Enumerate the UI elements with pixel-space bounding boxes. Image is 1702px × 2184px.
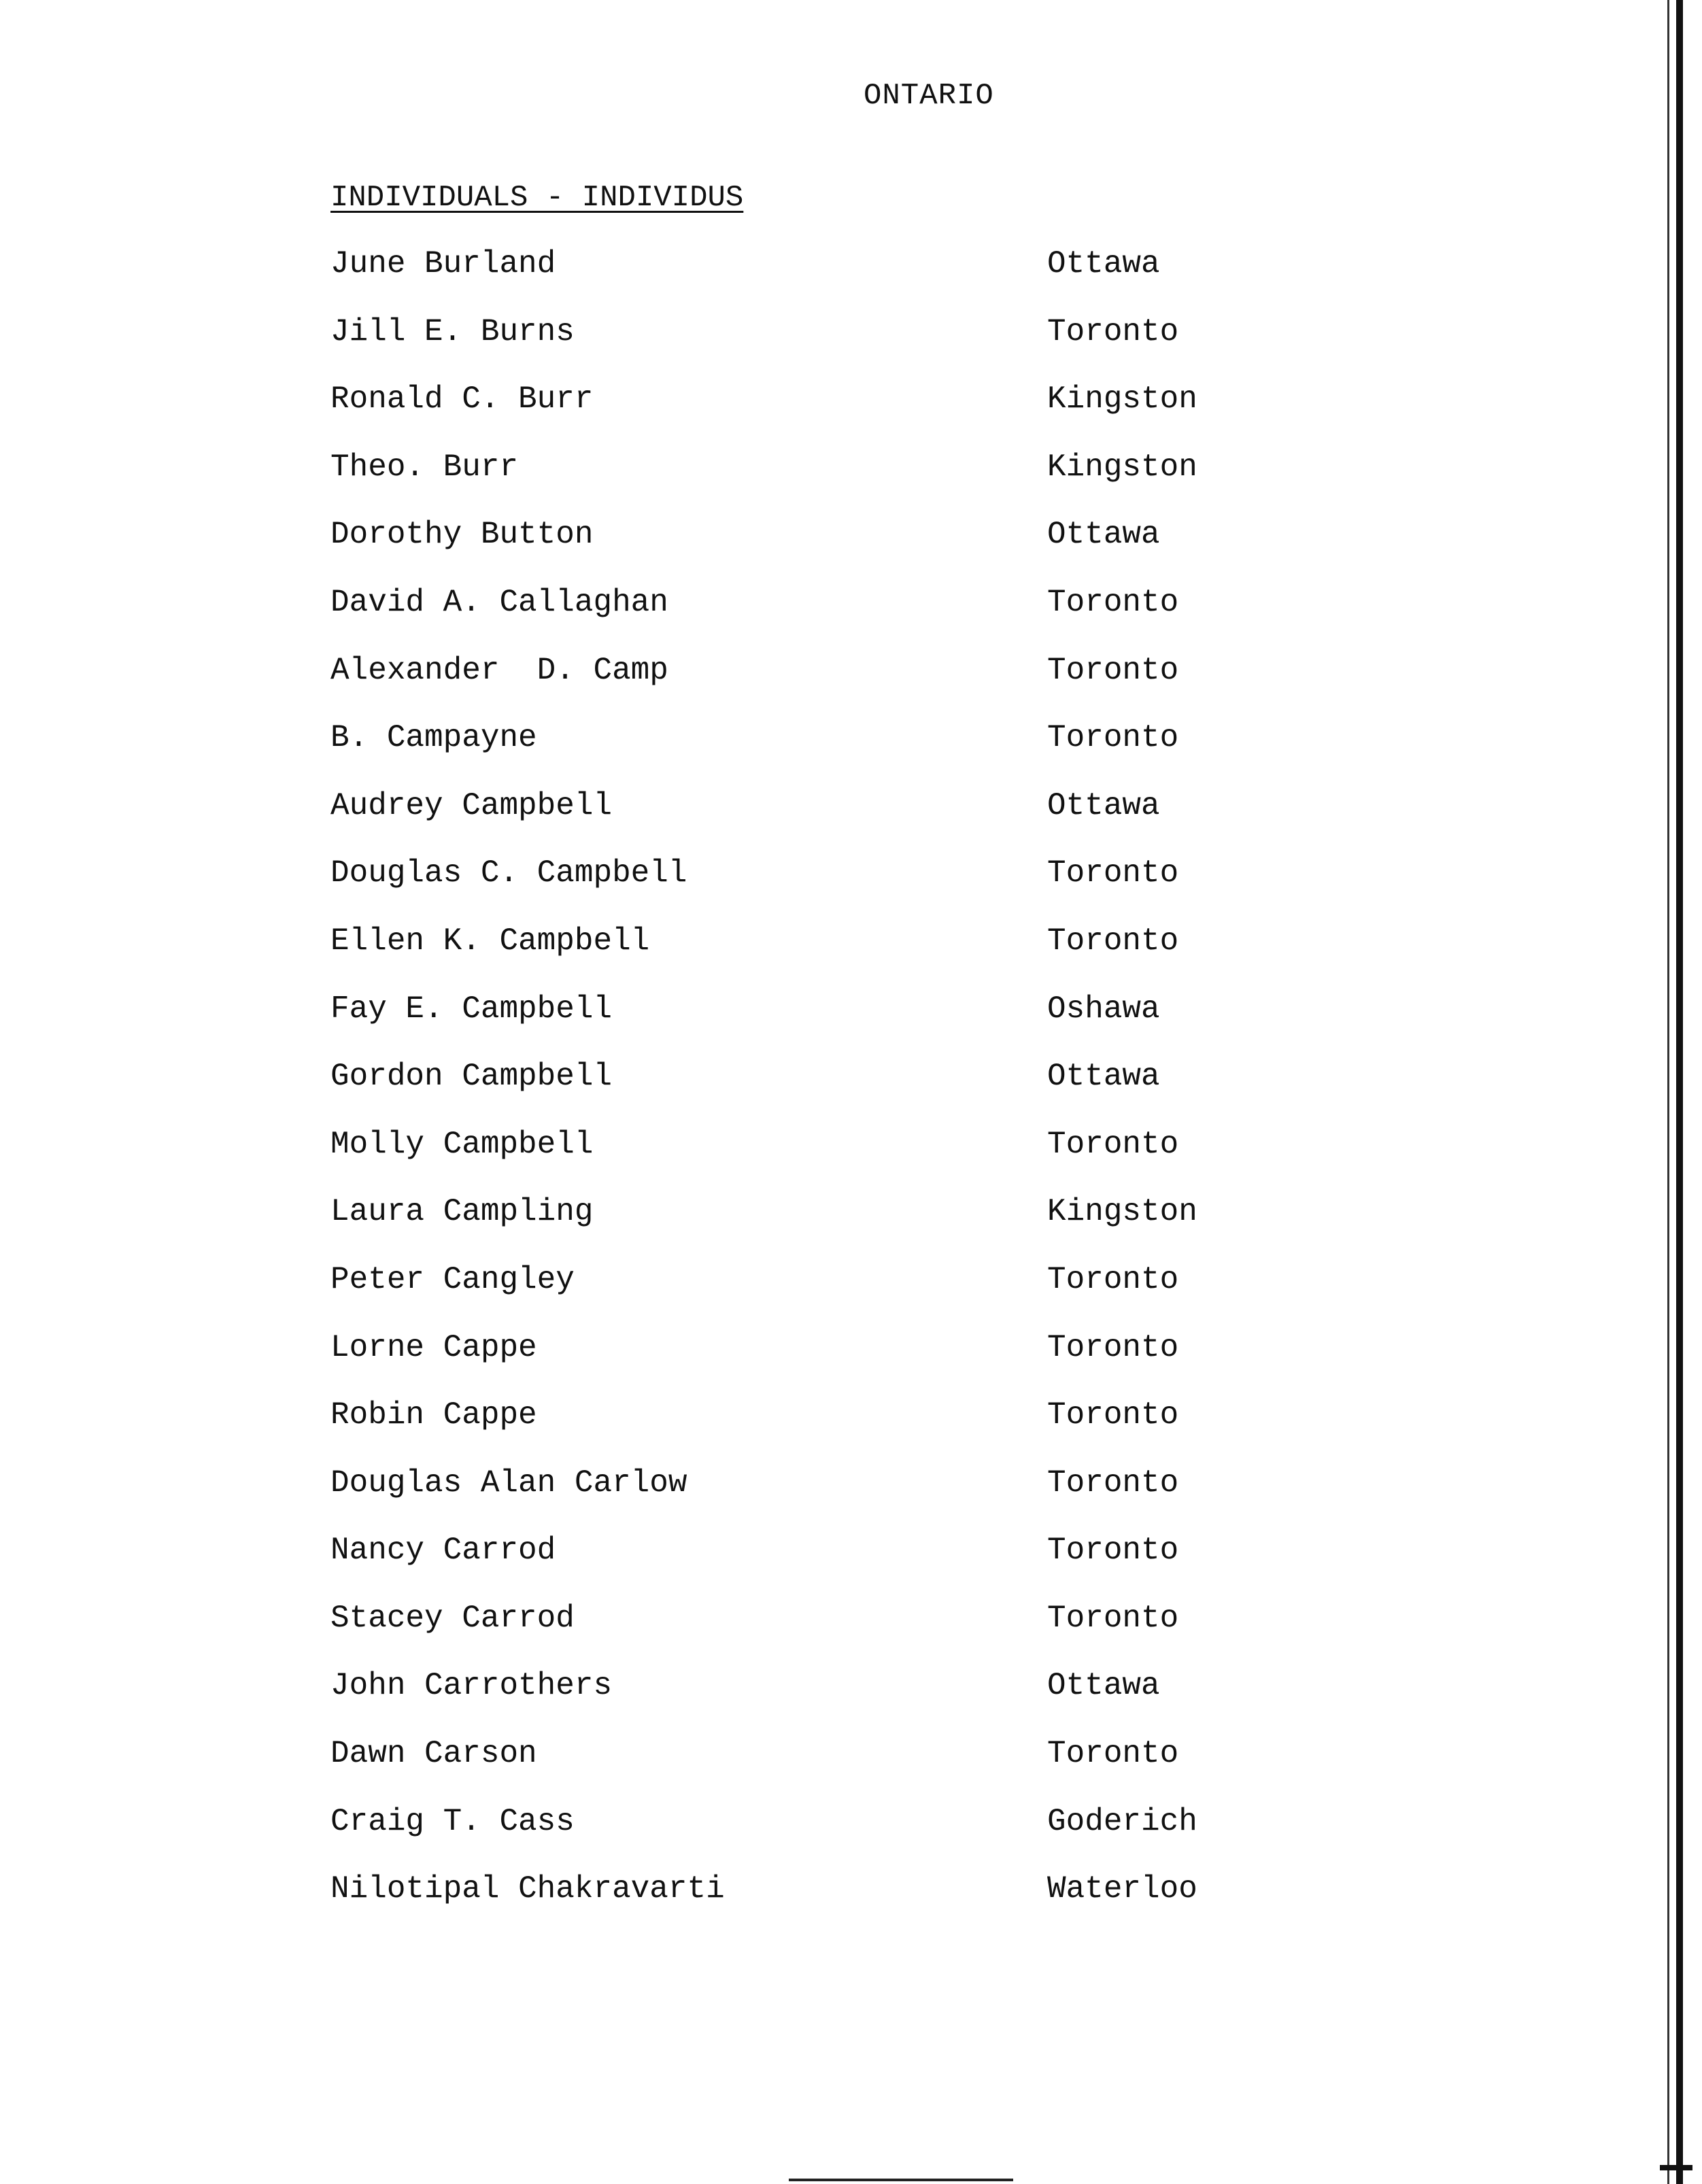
entry-city: Toronto <box>1047 855 1179 891</box>
page-title: ONTARIO <box>864 79 994 113</box>
list-item <box>320 720 1272 788</box>
scan-binding-edge <box>1676 0 1683 2184</box>
entry-name: David A. Callaghan <box>330 584 668 620</box>
entry-name: Audrey Campbell <box>330 787 613 823</box>
list-item <box>320 1601 1272 1669</box>
entry-city: Goderich <box>1047 1803 1197 1839</box>
entry-city: Toronto <box>1047 1329 1179 1365</box>
list-item <box>320 991 1272 1059</box>
entry-name: Theo. Burr <box>330 449 519 485</box>
entry-name: Gordon Campbell <box>330 1059 613 1095</box>
list-item <box>320 1871 1272 1939</box>
entry-city: Toronto <box>1047 1397 1179 1433</box>
entry-name: Stacey Carrod <box>330 1600 575 1636</box>
entry-name: Laura Campling <box>330 1194 594 1230</box>
list-item <box>320 1736 1272 1804</box>
entry-city: Toronto <box>1047 1533 1179 1569</box>
scan-binding-edge-thin <box>1667 0 1669 2184</box>
entry-city: Toronto <box>1047 1261 1179 1297</box>
entry-city: Toronto <box>1047 1465 1179 1501</box>
entry-name: Dawn Carson <box>330 1736 537 1772</box>
list-item <box>320 1262 1272 1330</box>
entry-name: John Carrothers <box>330 1668 613 1704</box>
list-item <box>320 246 1272 314</box>
list-item <box>320 314 1272 382</box>
scan-bottom-mark <box>789 2179 1013 2181</box>
entry-name: Douglas C. Campbell <box>330 855 687 891</box>
entry-city: Ottawa <box>1047 246 1160 281</box>
entry-city: Toronto <box>1047 652 1179 688</box>
entry-name: Nilotipal Chakravarti <box>330 1871 725 1907</box>
entry-name: Lorne Cappe <box>330 1329 537 1365</box>
list-item <box>320 517 1272 585</box>
list-item <box>320 788 1272 856</box>
list-item <box>320 1465 1272 1533</box>
list-item <box>320 1533 1272 1601</box>
list-item <box>320 1668 1272 1736</box>
entry-name: Nancy Carrod <box>330 1533 556 1569</box>
entry-city: Oshawa <box>1047 991 1160 1027</box>
entry-name: Ronald C. Burr <box>330 381 594 417</box>
list-item <box>320 585 1272 653</box>
list-item <box>320 1194 1272 1262</box>
list-item <box>320 381 1272 449</box>
section-heading: INDIVIDUALS - INDIVIDUS <box>330 181 744 215</box>
entry-city: Waterloo <box>1047 1871 1197 1907</box>
entry-city: Kingston <box>1047 449 1197 485</box>
entry-city: Toronto <box>1047 1126 1179 1162</box>
entry-name: Molly Campbell <box>330 1126 594 1162</box>
entry-city: Toronto <box>1047 1736 1179 1772</box>
list-item <box>320 855 1272 923</box>
entry-city: Ottawa <box>1047 517 1160 553</box>
entry-city: Ottawa <box>1047 787 1160 823</box>
entry-city: Toronto <box>1047 313 1179 349</box>
entry-city: Kingston <box>1047 1194 1197 1230</box>
entry-name: Robin Cappe <box>330 1397 537 1433</box>
entry-city: Toronto <box>1047 720 1179 756</box>
entry-name: Dorothy Button <box>330 517 594 553</box>
list-item <box>320 653 1272 721</box>
entry-name: Craig T. Cass <box>330 1803 575 1839</box>
entry-city: Ottawa <box>1047 1059 1160 1095</box>
list-item <box>320 1059 1272 1127</box>
entry-name: June Burland <box>330 246 556 281</box>
entry-name: Alexander D. Camp <box>330 652 668 688</box>
entry-city: Kingston <box>1047 381 1197 417</box>
entry-name: Douglas Alan Carlow <box>330 1465 687 1501</box>
individuals-list <box>320 246 1272 1939</box>
list-item <box>320 1127 1272 1195</box>
entry-name: B. Campayne <box>330 720 537 756</box>
entry-name: Jill E. Burns <box>330 313 575 349</box>
entry-city: Toronto <box>1047 923 1179 959</box>
scan-binding-edge-foot <box>1660 2165 1692 2170</box>
list-item <box>320 1330 1272 1398</box>
entry-city: Toronto <box>1047 1600 1179 1636</box>
entry-name: Fay E. Campbell <box>330 991 613 1027</box>
list-item <box>320 923 1272 991</box>
entry-city: Ottawa <box>1047 1668 1160 1704</box>
list-item <box>320 449 1272 517</box>
entry-name: Ellen K. Campbell <box>330 923 650 959</box>
list-item <box>320 1397 1272 1465</box>
list-item <box>320 1804 1272 1872</box>
entry-name: Peter Cangley <box>330 1261 575 1297</box>
entry-city: Toronto <box>1047 584 1179 620</box>
